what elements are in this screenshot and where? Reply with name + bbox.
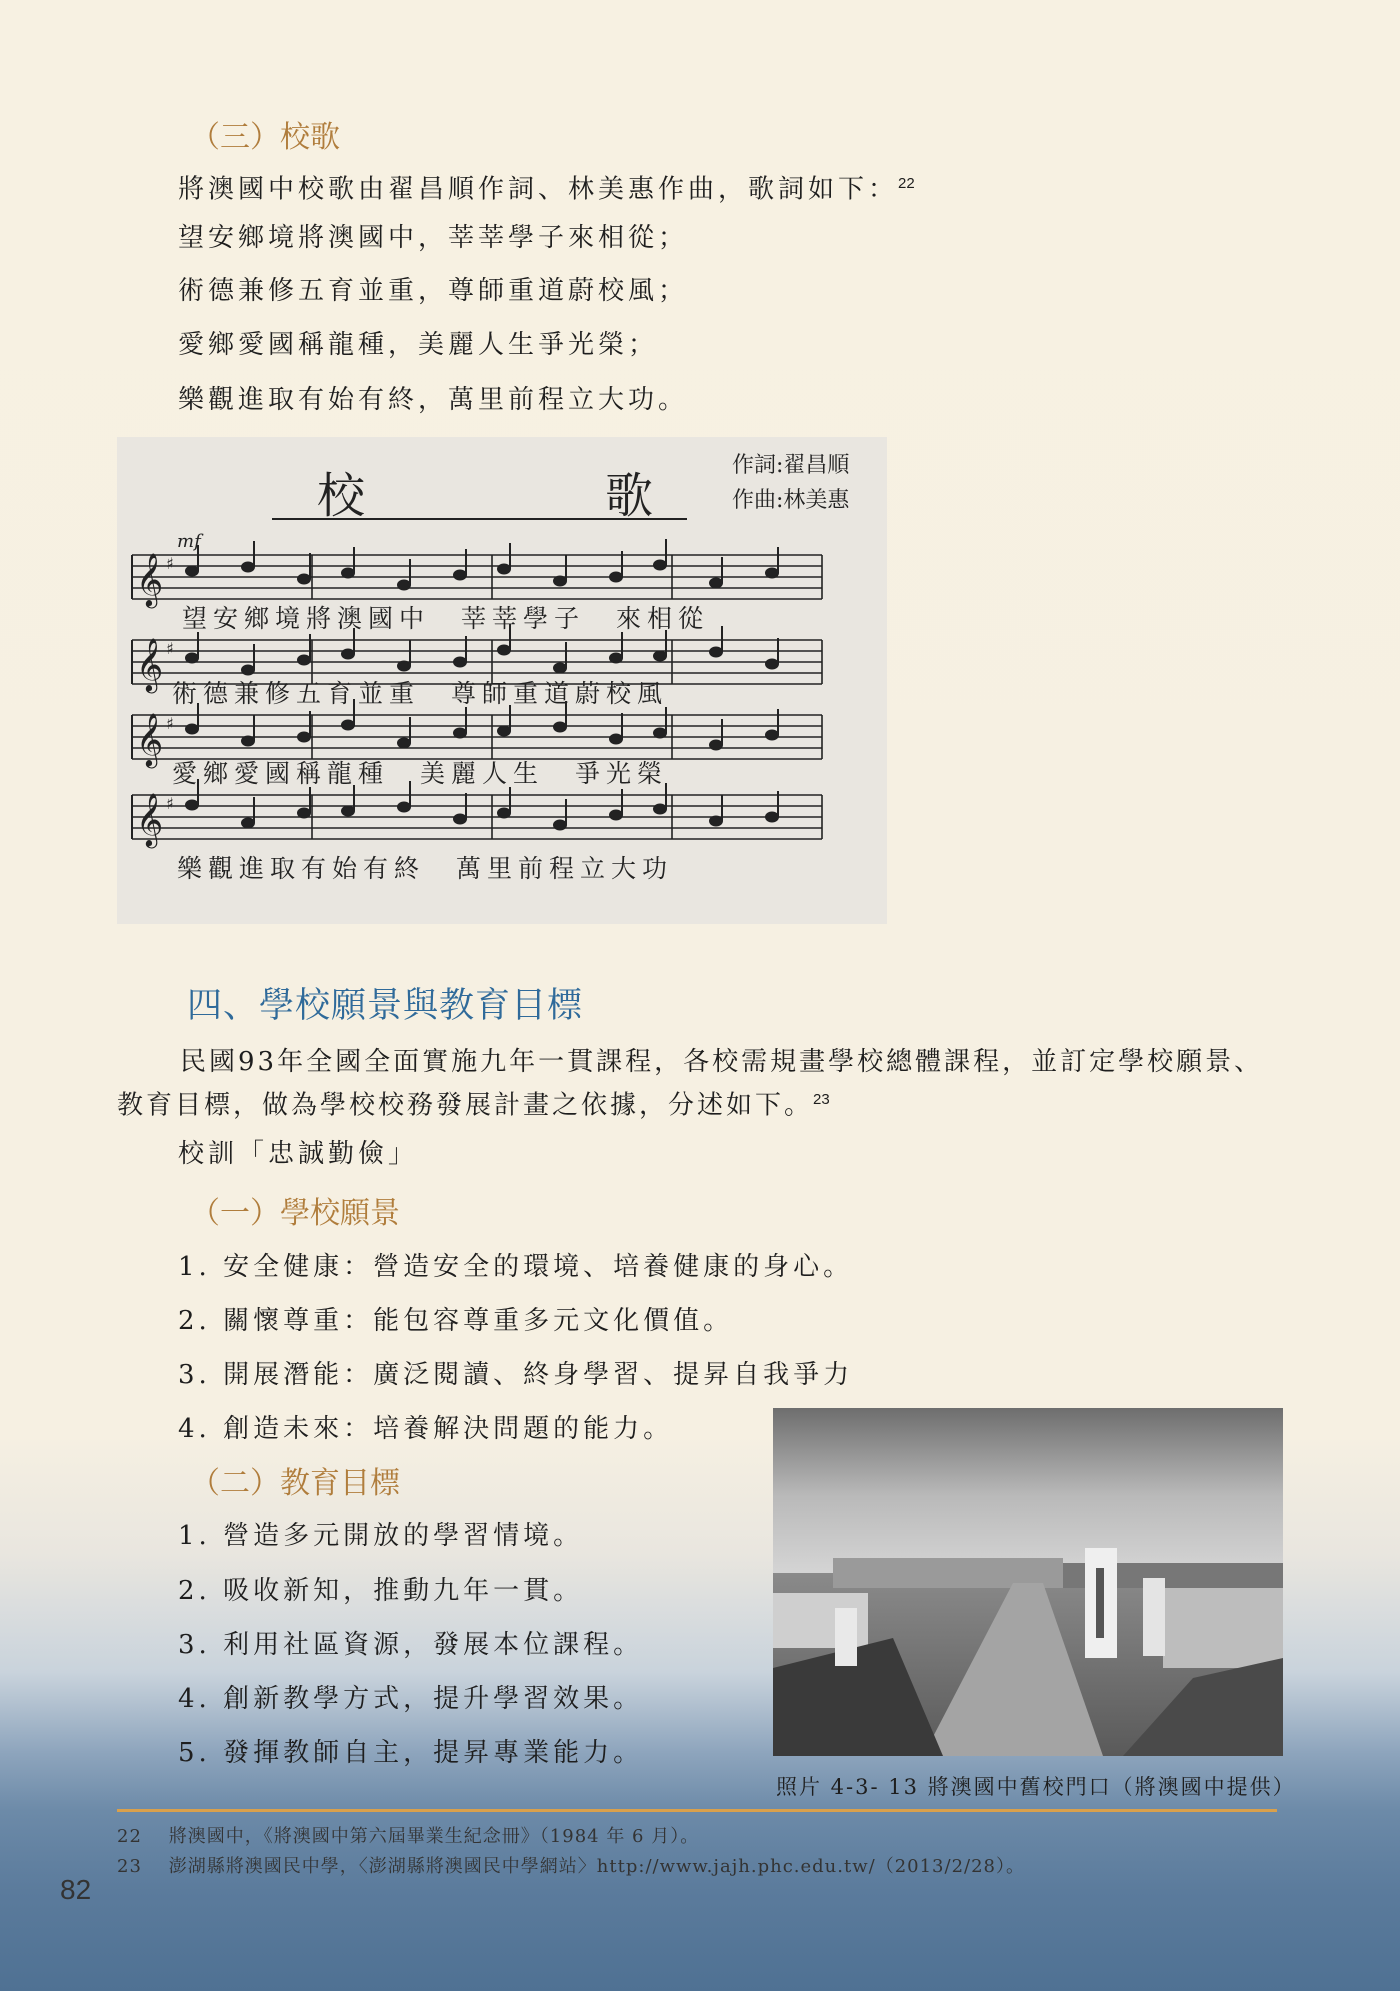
section4-para-line2: [117, 1074, 830, 1132]
vision-heading: （一）學校願景: [190, 1196, 400, 1231]
note-head: [342, 721, 354, 730]
vision-item-1: 1. 安全健康：營造安全的環境、培養健康的身心。: [178, 1252, 854, 1282]
section4-para-line2-text: 教育目標，做為學校校務發展計畫之依據，分述如下。: [117, 1090, 814, 1121]
goal-item-5: 5. 發揮教師自主，提昇專業能力。: [178, 1738, 644, 1768]
footnote-ref-23: 23: [813, 1091, 830, 1108]
sheet-lyric-line-4: 樂觀進取有始有終 萬里前程立大功: [177, 854, 674, 883]
goals-heading: （二）教育目標: [190, 1466, 400, 1501]
sheet-dynamic: mf: [177, 531, 201, 552]
note-head: [766, 813, 778, 822]
sheet-title: 校 歌: [317, 468, 654, 524]
note-head: [242, 819, 254, 828]
vision-item-4: 4. 創造未來：培養解決問題的能力。: [178, 1414, 674, 1444]
footnote-22: [117, 1822, 699, 1848]
vision-item-2: 2. 關懷尊重：能包容尊重多元文化價值。: [178, 1306, 734, 1336]
note-head: [454, 571, 466, 580]
lyric-line-2: 術德兼修五育並重，尊師重道蔚校風；: [178, 276, 689, 306]
sheet-lyricist: 作詞:翟昌順: [732, 453, 850, 478]
note-head: [710, 648, 722, 657]
note-head: [342, 569, 354, 578]
goal-item-2: 2. 吸收新知，推動九年一貫。: [178, 1576, 584, 1606]
footnote-22-text: 將澳國中，《將澳國中第六屆畢業生紀念冊》（1984 年 6 月）。: [168, 1826, 700, 1847]
note-head: [242, 563, 254, 572]
note-head: [454, 815, 466, 824]
note-head: [342, 807, 354, 816]
goal-item-1: 1. 營造多元開放的學習情境。: [178, 1521, 584, 1551]
note-head: [398, 581, 410, 590]
school-song-sheet-music: 𝄞 ♯ 校 歌 作詞:翟昌順 作曲:林美惠 mf 望安鄉境將澳國中 莘莘學子 來相從 術德兼修五育並重 尊師重道蔚校風 愛鄉愛國稱龍種 美麗人生 爭光榮 樂觀進取有始有終 萬里前程立大功: [117, 437, 887, 924]
footnote-23-num: 23: [117, 1856, 142, 1877]
old-school-gate-photo: [773, 1408, 1283, 1756]
song-intro: [178, 158, 915, 216]
note-head: [610, 654, 622, 663]
footnote-divider: [117, 1809, 1277, 1812]
sheet-composer: 作曲:林美惠: [732, 488, 850, 513]
sheet-lyric-line-2: 術德兼修五育並重 尊師重道蔚校風: [172, 679, 669, 708]
note-head: [298, 733, 310, 742]
sheet-lyric-line-3: 愛鄉愛國稱龍種 美麗人生 爭光榮: [172, 759, 669, 788]
footnote-22-num: 22: [117, 1826, 142, 1847]
footnote-ref-22: 22: [898, 175, 915, 192]
footnote-23-text: 澎湖縣將澳國民中學，〈澎湖縣將澳國民中學網站〉http://www.jajh.phc.edu.tw/（2013/2/28）。: [168, 1856, 1025, 1877]
note-head: [710, 817, 722, 826]
note-head: [398, 662, 410, 671]
note-head: [454, 658, 466, 667]
note-head: [186, 567, 198, 576]
section4-heading: 四、學校願景與教育目標: [187, 986, 584, 1026]
note-head: [186, 654, 198, 663]
note-head: [342, 650, 354, 659]
note-head: [554, 664, 566, 673]
lyric-line-1: 望安鄉境將澳國中，莘莘學子來相從；: [178, 223, 689, 253]
note-head: [554, 577, 566, 586]
photo-caption: 照片 4-3- 13 將澳國中舊校門口（將澳國中提供）: [776, 1775, 1296, 1799]
note-head: [554, 723, 566, 732]
note-head: [766, 569, 778, 578]
lyric-line-3: 愛鄉愛國稱龍種，美麗人生爭光榮；: [178, 330, 659, 360]
footnote-23: [117, 1852, 1025, 1878]
note-head: [610, 573, 622, 582]
song-section-heading: （三）校歌: [190, 120, 340, 155]
note-head: [654, 805, 666, 814]
page-number: 82: [60, 1874, 92, 1905]
note-head: [610, 735, 622, 744]
note-head: [398, 803, 410, 812]
note-head: [398, 739, 410, 748]
note-head: [186, 725, 198, 734]
vision-item-3: 3. 開展潛能：廣泛閱讀、終身學習、提昇自我爭力: [178, 1360, 854, 1390]
note-head: [186, 801, 198, 810]
note-head: [242, 737, 254, 746]
note-head: [298, 575, 310, 584]
note-head: [654, 652, 666, 661]
note-head: [710, 741, 722, 750]
lyric-line-4: 樂觀進取有始有終，萬里前程立大功。: [178, 385, 689, 415]
note-head: [498, 809, 510, 818]
note-head: [654, 561, 666, 570]
note-head: [766, 660, 778, 669]
section4-para-line1: 民國93年全國全面實施九年一貫課程，各校需規畫學校總體課程，並訂定學校願景、: [180, 1047, 1264, 1077]
goal-item-3: 3. 利用社區資源，發展本位課程。: [178, 1630, 644, 1660]
note-head: [498, 727, 510, 736]
goal-item-4: 4. 創新教學方式，提升學習效果。: [178, 1684, 644, 1714]
note-head: [766, 731, 778, 740]
note-head: [610, 811, 622, 820]
song-intro-text: 將澳國中校歌由翟昌順作詞、林美惠作曲，歌詞如下：: [178, 174, 899, 205]
note-head: [242, 666, 254, 675]
sheet-lyric-line-1: 望安鄉境將澳國中 莘莘學子 來相從: [182, 604, 710, 633]
note-head: [710, 579, 722, 588]
note-head: [298, 656, 310, 665]
note-head: [454, 729, 466, 738]
note-head: [498, 565, 510, 574]
school-motto: 校訓「忠誠勤儉」: [178, 1139, 419, 1169]
note-head: [298, 809, 310, 818]
note-head: [554, 821, 566, 830]
note-head: [654, 729, 666, 738]
note-head: [498, 646, 510, 655]
